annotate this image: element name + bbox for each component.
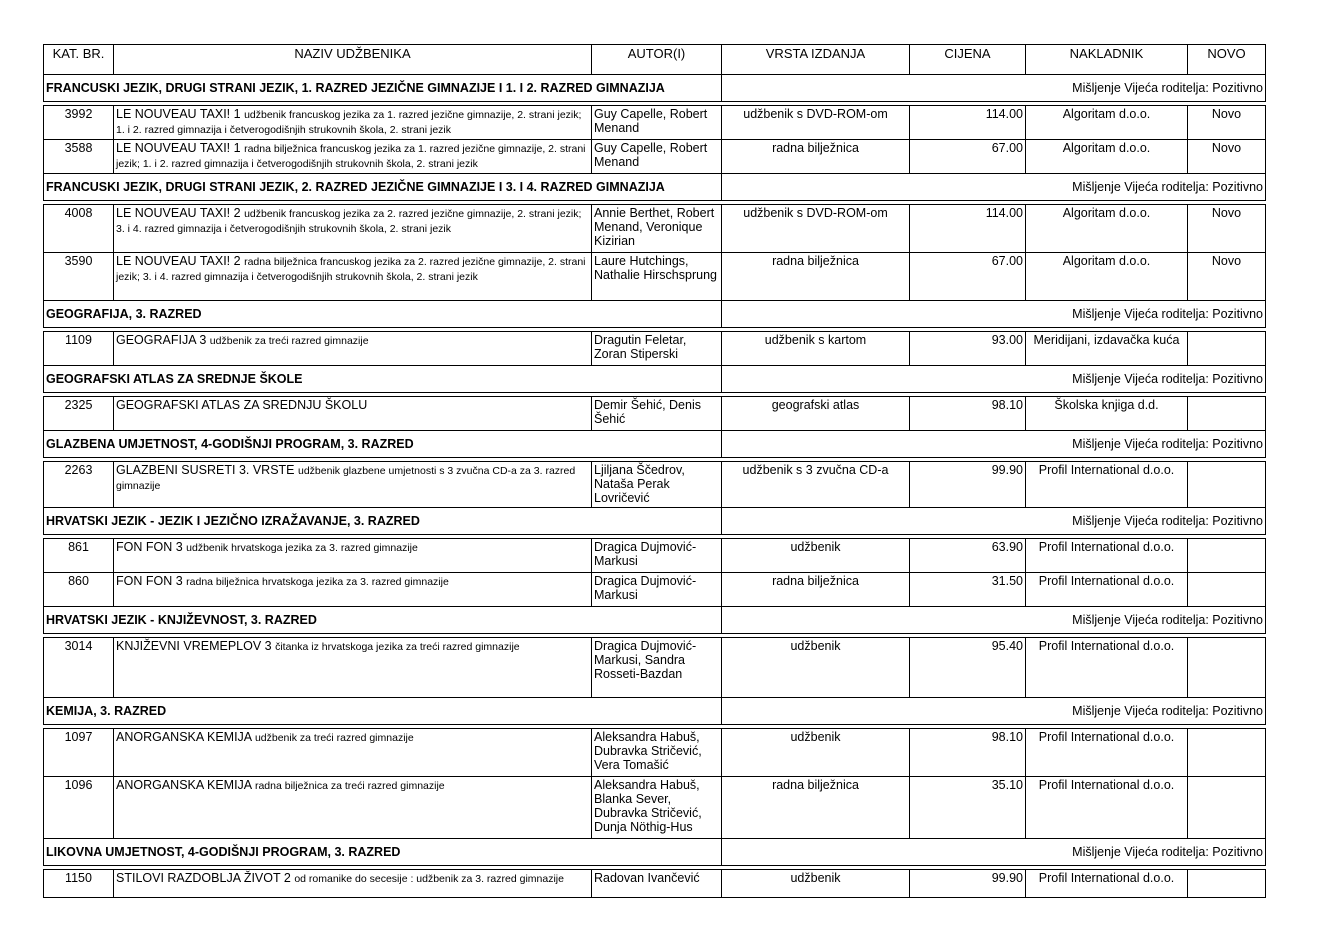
table-row [44, 253, 1266, 301]
table-row [44, 729, 1266, 777]
table-row [44, 332, 1266, 366]
title-cell [114, 870, 592, 898]
kat-number-cell: 2325 [44, 397, 114, 431]
edition-type-cell: udžbenik [722, 638, 910, 698]
price-cell: 99.90 [910, 462, 1026, 508]
novo-cell [1188, 638, 1266, 698]
kat-number-cell: 1096 [44, 777, 114, 839]
author-cell: Laure Hutchings, Nathalie Hirschsprung [592, 253, 722, 301]
header-novo: NOVO [1188, 45, 1266, 75]
title-cell [114, 106, 592, 140]
novo-cell [1188, 777, 1266, 839]
header-cijena: CIJENA [910, 45, 1026, 75]
novo-cell: Novo [1188, 140, 1266, 174]
section-title: LIKOVNA UMJETNOST, 4-GODIŠNJI PROGRAM, 3. RAZRED [44, 839, 722, 866]
section-header-row [44, 301, 1266, 328]
edition-type-cell: udžbenik [722, 539, 910, 573]
author-cell: Demir Šehić, Denis Šehić [592, 397, 722, 431]
table-row [44, 638, 1266, 698]
book-description: čitanka iz hrvatskoga jezika za treći razred gimnazije [275, 641, 520, 653]
title-cell [114, 253, 592, 301]
title-cell [114, 539, 592, 573]
title-cell [114, 777, 592, 839]
section-opinion: Mišljenje Vijeća roditelja: Pozitivno [722, 174, 1266, 201]
section-title: GEOGRAFSKI ATLAS ZA SREDNJE ŠKOLE [44, 366, 722, 393]
publisher-cell: Školska knjiga d.d. [1026, 397, 1188, 431]
section-header-row [44, 75, 1266, 102]
section-title: KEMIJA, 3. RAZRED [44, 698, 722, 725]
section-opinion: Mišljenje Vijeća roditelja: Pozitivno [722, 431, 1266, 458]
price-cell: 63.90 [910, 539, 1026, 573]
kat-number-cell: 2263 [44, 462, 114, 508]
title-cell [114, 729, 592, 777]
book-title: GEOGRAFIJA 3 [116, 333, 207, 347]
novo-cell [1188, 539, 1266, 573]
section-header-row [44, 607, 1266, 634]
edition-type-cell: radna bilježnica [722, 573, 910, 607]
section-title: FRANCUSKI JEZIK, DRUGI STRANI JEZIK, 2. RAZRED JEZIČNE GIMNAZIJE I 3. I 4. RAZRED GIMNAZIJA [44, 174, 722, 201]
author-cell: Ljiljana Ščedrov, Nataša Perak Lovričević [592, 462, 722, 508]
edition-type-cell: udžbenik s 3 zvučna CD-a [722, 462, 910, 508]
kat-number-cell: 3992 [44, 106, 114, 140]
kat-number-cell: 861 [44, 539, 114, 573]
edition-type-cell: radna bilježnica [722, 140, 910, 174]
edition-type-cell: udžbenik [722, 870, 910, 898]
header-row [44, 45, 1266, 75]
publisher-cell: Algoritam d.o.o. [1026, 205, 1188, 253]
table-row [44, 205, 1266, 253]
header-naziv: NAZIV UDŽBENIKA [114, 45, 592, 75]
title-cell [114, 140, 592, 174]
price-cell: 114.00 [910, 205, 1026, 253]
table-row [44, 462, 1266, 508]
book-description: radna bilježnica hrvatskoga jezika za 3. razred gimnazije [186, 576, 449, 588]
section-header-row [44, 839, 1266, 866]
book-title: FON FON 3 [116, 574, 183, 588]
header-autor: AUTOR(I) [592, 45, 722, 75]
novo-cell [1188, 573, 1266, 607]
author-cell: Guy Capelle, Robert Menand [592, 140, 722, 174]
author-cell: Aleksandra Habuš, Blanka Sever, Dubravka Stričević, Dunja Nöthig-Hus [592, 777, 722, 839]
book-title: FON FON 3 [116, 540, 183, 554]
publisher-cell: Profil International d.o.o. [1026, 539, 1188, 573]
book-title: LE NOUVEAU TAXI! 2 [116, 206, 241, 220]
publisher-cell: Profil International d.o.o. [1026, 638, 1188, 698]
edition-type-cell: udžbenik s DVD-ROM-om [722, 205, 910, 253]
header-vrsta: VRSTA IZDANJA [722, 45, 910, 75]
header-nakladnik: NAKLADNIK [1026, 45, 1188, 75]
author-cell: Dragica Dujmović-Markusi [592, 573, 722, 607]
section-opinion: Mišljenje Vijeća roditelja: Pozitivno [722, 607, 1266, 634]
textbook-catalog-table [43, 44, 1266, 898]
header-kat: KAT. BR. [44, 45, 114, 75]
publisher-cell: Meridijani, izdavačka kuća [1026, 332, 1188, 366]
book-description: radna bilježnica francuskog jezika za 2. razred jezične gimnazije, 2. strani jezik; 3. i 4. razred gimnazija i četverogodišnjih strukovnih škola, 2. strani jezik [116, 256, 586, 283]
title-cell [114, 205, 592, 253]
section-header-row [44, 698, 1266, 725]
book-description: radna bilježnica francuskog jezika za 1. razred jezične gimnazije, 2. strani jezik; 1. i 2. razred gimnazija i četverogodišnjih strukovnih škola, 2. strani jezik [116, 143, 586, 170]
table-row [44, 106, 1266, 140]
publisher-cell: Profil International d.o.o. [1026, 573, 1188, 607]
edition-type-cell: radna bilježnica [722, 777, 910, 839]
title-cell [114, 397, 592, 431]
table-row [44, 539, 1266, 573]
section-header-row [44, 174, 1266, 201]
price-cell: 31.50 [910, 573, 1026, 607]
book-title: GLAZBENI SUSRETI 3. VRSTE [116, 463, 295, 477]
book-title: LE NOUVEAU TAXI! 1 [116, 141, 241, 155]
book-title: KNJIŽEVNI VREMEPLOV 3 [116, 639, 272, 653]
book-title: ANORGANSKA KEMIJA [116, 778, 252, 792]
section-opinion: Mišljenje Vijeća roditelja: Pozitivno [722, 366, 1266, 393]
price-cell: 67.00 [910, 140, 1026, 174]
price-cell: 99.90 [910, 870, 1026, 898]
book-description: udžbenik za treći razred gimnazije [209, 335, 369, 347]
catalog-body [44, 75, 1266, 898]
kat-number-cell: 3588 [44, 140, 114, 174]
section-opinion: Mišljenje Vijeća roditelja: Pozitivno [722, 698, 1266, 725]
novo-cell [1188, 397, 1266, 431]
author-cell: Dragica Dujmović-Markusi, Sandra Rosseti-Bazdan [592, 638, 722, 698]
novo-cell [1188, 462, 1266, 508]
publisher-cell: Profil International d.o.o. [1026, 777, 1188, 839]
price-cell: 95.40 [910, 638, 1026, 698]
kat-number-cell: 4008 [44, 205, 114, 253]
section-title: FRANCUSKI JEZIK, DRUGI STRANI JEZIK, 1. RAZRED JEZIČNE GIMNAZIJE I 1. I 2. RAZRED GIMNAZIJA [44, 75, 722, 102]
section-header-row [44, 431, 1266, 458]
section-title: HRVATSKI JEZIK - JEZIK I JEZIČNO IZRAŽAVANJE, 3. RAZRED [44, 508, 722, 535]
novo-cell [1188, 870, 1266, 898]
price-cell: 98.10 [910, 729, 1026, 777]
section-title: HRVATSKI JEZIK - KNJIŽEVNOST, 3. RAZRED [44, 607, 722, 634]
kat-number-cell: 860 [44, 573, 114, 607]
novo-cell: Novo [1188, 106, 1266, 140]
price-cell: 67.00 [910, 253, 1026, 301]
edition-type-cell: udžbenik s kartom [722, 332, 910, 366]
publisher-cell: Profil International d.o.o. [1026, 729, 1188, 777]
section-header-row [44, 366, 1266, 393]
price-cell: 98.10 [910, 397, 1026, 431]
publisher-cell: Algoritam d.o.o. [1026, 106, 1188, 140]
book-title: GEOGRAFSKI ATLAS ZA SREDNJU ŠKOLU [116, 398, 368, 412]
author-cell: Dragutin Feletar, Zoran Stiperski [592, 332, 722, 366]
book-title: LE NOUVEAU TAXI! 1 [116, 107, 241, 121]
book-description: udžbenik glazbene umjetnosti s 3 zvučna CD-a za 3. razred gimnazije [116, 465, 576, 492]
price-cell: 114.00 [910, 106, 1026, 140]
novo-cell [1188, 729, 1266, 777]
edition-type-cell: radna bilježnica [722, 253, 910, 301]
publisher-cell: Algoritam d.o.o. [1026, 253, 1188, 301]
author-cell: Aleksandra Habuš, Dubravka Stričević, Vera Tomašić [592, 729, 722, 777]
title-cell [114, 638, 592, 698]
table-row [44, 397, 1266, 431]
section-title: GLAZBENA UMJETNOST, 4-GODIŠNJI PROGRAM, 3. RAZRED [44, 431, 722, 458]
author-cell: Guy Capelle, Robert Menand [592, 106, 722, 140]
table-row [44, 777, 1266, 839]
title-cell [114, 462, 592, 508]
kat-number-cell: 1109 [44, 332, 114, 366]
publisher-cell: Profil International d.o.o. [1026, 462, 1188, 508]
kat-number-cell: 3590 [44, 253, 114, 301]
novo-cell: Novo [1188, 205, 1266, 253]
section-opinion: Mišljenje Vijeća roditelja: Pozitivno [722, 508, 1266, 535]
kat-number-cell: 1150 [44, 870, 114, 898]
book-title: LE NOUVEAU TAXI! 2 [116, 254, 241, 268]
price-cell: 93.00 [910, 332, 1026, 366]
section-opinion: Mišljenje Vijeća roditelja: Pozitivno [722, 75, 1266, 102]
author-cell: Radovan Ivančević [592, 870, 722, 898]
table-row [44, 573, 1266, 607]
book-description: udžbenik za treći razred gimnazije [254, 732, 414, 744]
price-cell: 35.10 [910, 777, 1026, 839]
kat-number-cell: 1097 [44, 729, 114, 777]
book-description: udžbenik francuskog jezika za 2. razred jezične gimnazije, 2. strani jezik; 3. i 4. razred gimnazija i četverogodišnjih strukovnih škola, 2. strani jezik [116, 208, 582, 235]
table-row [44, 870, 1266, 898]
book-title: STILOVI RAZDOBLJA ŽIVOT 2 [116, 871, 291, 885]
edition-type-cell: udžbenik s DVD-ROM-om [722, 106, 910, 140]
section-opinion: Mišljenje Vijeća roditelja: Pozitivno [722, 839, 1266, 866]
novo-cell: Novo [1188, 253, 1266, 301]
section-opinion: Mišljenje Vijeća roditelja: Pozitivno [722, 301, 1266, 328]
author-cell: Annie Berthet, Robert Menand, Veronique Kizirian [592, 205, 722, 253]
edition-type-cell: udžbenik [722, 729, 910, 777]
book-title: ANORGANSKA KEMIJA [116, 730, 252, 744]
novo-cell [1188, 332, 1266, 366]
kat-number-cell: 3014 [44, 638, 114, 698]
book-description: udžbenik francuskog jezika za 1. razred jezične gimnazije, 2. strani jezik; 1. i 2. razred gimnazija i četverogodišnjih strukovnih škola, 2. strani jezik [116, 109, 582, 136]
book-description: radna bilježnica za treći razred gimnazije [254, 780, 445, 792]
book-description: od romanike do secesije : udžbenik za 3. razred gimnazije [294, 873, 564, 885]
book-description: udžbenik hrvatskoga jezika za 3. razred gimnazije [186, 542, 418, 554]
title-cell [114, 332, 592, 366]
table-row [44, 140, 1266, 174]
publisher-cell: Algoritam d.o.o. [1026, 140, 1188, 174]
section-title: GEOGRAFIJA, 3. RAZRED [44, 301, 722, 328]
section-header-row [44, 508, 1266, 535]
author-cell: Dragica Dujmović-Markusi [592, 539, 722, 573]
edition-type-cell: geografski atlas [722, 397, 910, 431]
publisher-cell: Profil International d.o.o. [1026, 870, 1188, 898]
title-cell [114, 573, 592, 607]
